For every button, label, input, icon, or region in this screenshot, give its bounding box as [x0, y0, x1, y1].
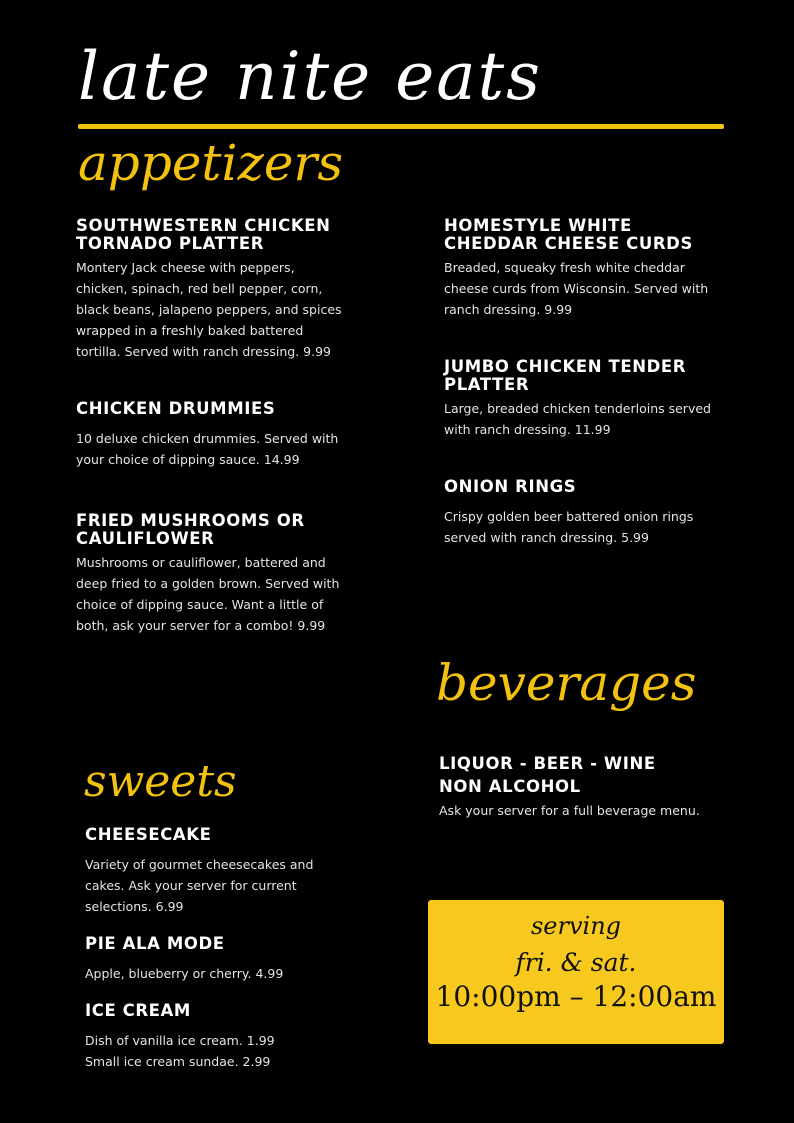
menu-item	[76, 400, 346, 470]
menu-item	[85, 826, 355, 917]
item-description: 10 deluxe chicken drummies. Served with your choice of dipping sauce. 14.99	[76, 431, 339, 467]
title-divider	[78, 124, 724, 129]
menu-item	[85, 1002, 275, 1072]
item-name: CHEESECAKE	[85, 825, 212, 844]
menu-item	[76, 512, 346, 636]
serving-hours-box	[428, 900, 724, 1044]
item-name: ONION RINGS	[444, 477, 577, 496]
item-description: Variety of gourmet cheesecakes and cakes. Ask your server for current selections. 6.99	[85, 857, 314, 914]
menu-title: late nite eats	[78, 38, 542, 115]
item-description: Breaded, squeaky fresh white cheddar cheese curds from Wisconsin. Served with ranch dressing. 9.99	[444, 260, 709, 317]
menu-item	[76, 217, 346, 362]
item-description: Montery Jack cheese with peppers, chicken, spinach, red bell pepper, corn, black beans, jalapeno peppers, and spices wrapped in a freshly baked battered tortilla. Served with ranch dressing. 9.99	[76, 260, 342, 359]
item-description: Apple, blueberry or cherry. 4.99	[85, 966, 284, 981]
menu-item	[444, 358, 714, 440]
section-heading-appetizers: appetizers	[78, 134, 343, 192]
item-name: HOMESTYLE WHITE CHEDDAR CHEESE CURDS	[444, 216, 693, 253]
item-name: ICE CREAM	[85, 1001, 191, 1020]
beverage-line-2: NON ALCOHOL	[439, 777, 581, 796]
item-description: Crispy golden beer battered onion rings served with ranch dressing. 5.99	[444, 509, 694, 545]
section-heading-beverages: beverages	[436, 654, 697, 712]
hours-heading: serving	[530, 912, 622, 940]
item-name: PIE ALA MODE	[85, 934, 225, 953]
menu-item	[444, 217, 714, 320]
menu-item	[444, 478, 714, 548]
hours-days: fri. & sat.	[515, 948, 637, 977]
hours-time: 10:00pm – 12:00am	[435, 980, 717, 1013]
section-heading-sweets: sweets	[84, 756, 237, 807]
item-name: SOUTHWESTERN CHICKEN TORNADO PLATTER	[76, 216, 331, 253]
item-description: Large, breaded chicken tenderloins served with ranch dressing. 11.99	[444, 401, 711, 437]
item-description: Mushrooms or cauliflower, battered and deep fried to a golden brown. Served with choice of dipping sauce. Want a little of both, ask your server for a combo! 9.99	[76, 555, 340, 633]
item-name: CHICKEN DRUMMIES	[76, 399, 276, 418]
item-name: FRIED MUSHROOMS OR CAULIFLOWER	[76, 511, 305, 548]
beverage-item	[439, 752, 729, 821]
item-description: Dish of vanilla ice cream. 1.99 Small ice cream sundae. 2.99	[85, 1033, 275, 1069]
menu-item	[85, 935, 355, 984]
beverage-description: Ask your server for a full beverage menu.	[439, 803, 700, 818]
beverage-line-1: LIQUOR - BEER - WINE	[439, 754, 656, 773]
item-name: JUMBO CHICKEN TENDER PLATTER	[444, 357, 687, 394]
